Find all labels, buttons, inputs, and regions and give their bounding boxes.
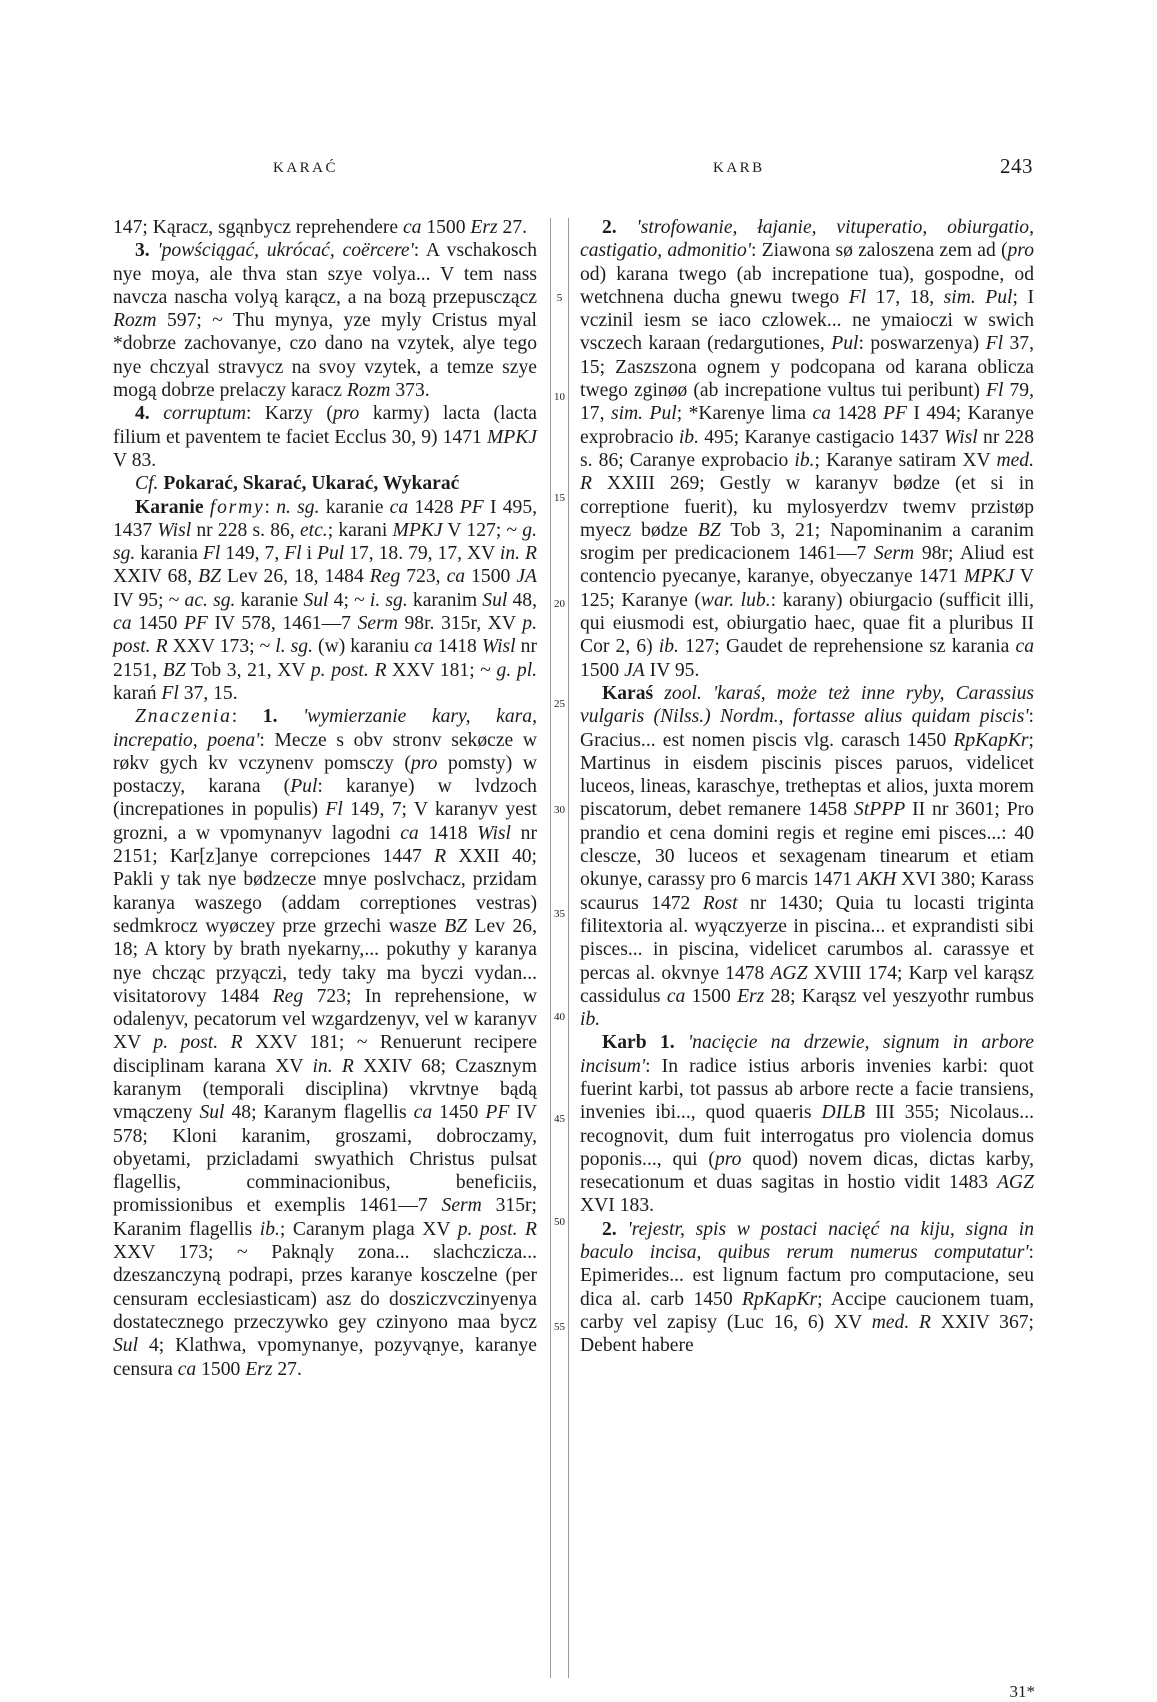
sense-2: 2. 'strofowanie, łajanie, vituperatio, obiurgatio, castigatio, admonitio': Ziawona sø zaloszena zem ad (pro od) karana twego (ab increpatione tua), gospodne, od wetchnena ducha gnewu twego Fl 17, 18, sim. Pul; I vczinil iesm se iaco czlowek... ne ymaioczi w swich vsczech karaan (redargutiones, Pul: poswarzenya) Fl 37, 15; Zaszszona ognem y podcopana od karana oblicza twego zginøø (ab increpatione vultus tui peribunt) Fl 79, 17, sim. Pul; *Karenye lima ca 1428 PF I 494; Karanye exprobracio ib. 495; Karanye castigacio 1437 Wisl nr 228 s. 86; Caranye exprobacio ib.; Karanye satiram XV med. R XXIII 269; Gestly w karanyv bødze (et si in correptione fuerit), ku mylosyerdzv twemv przistøp myecz bødze BZ Tob 3, 21; Napominanim a caranim srogim per predicacionem 1461—7 Serm 98r; Aliud est contencio pyecanye, karanye, obyeczanye 1471 MPKJ V 125; Karanye (war. lub.: karany) obiurgacio (sufficit illi, qui eiusmodi est, obiurgatio haec, quae fit a pluribus II Cor 2, 6) ib. 127; Gaudet de reprehensione sz karania ca 1500 JA IV 95. bbox=[580, 217, 1035, 681]
line-number: 5 bbox=[556, 292, 563, 304]
line-number: 55 bbox=[554, 1321, 565, 1333]
sense-4: 4. corruptum: Karzy (pro karmy) lacta (lacta filium et paventem te faciet Ecclus 30, 9) 1471 MPKJ V 83. bbox=[113, 403, 537, 471]
cross-reference: Cf. Pokarać, Skarać, Ukarać, Wykarać bbox=[135, 473, 460, 495]
column-rule-right bbox=[568, 218, 569, 1678]
left-column bbox=[113, 216, 537, 1381]
line-number-gutter bbox=[551, 216, 568, 1686]
entry-karanie-meanings: Znaczenia: 1. 'wymierzanie kary, kara, increpatio, poena': Mecze s obv stronv sekøcze w røkv gych kv vczynenv pomsczy (pro pomsty) w postaczy, karana (Pul: karanye) w lvdzoch (increpationes in populis) Fl 149, 7; V karanyv yest grozni, a w vpomynanyv lagodni ca 1418 Wisl nr 2151; Kar[z]anye correpciones 1447 R XXII 40; Pakli y tak nye bødzecze mnye poslvchacz, przidam karanya waszego (addam correptiones vestras) sedmkrocz wyøczey prze grzechi wasze BZ Lev 26, 18; A ktory by brath nyekarny,... pokuthy y karanya nye chcząc przyączi, tedy taky ma byczi vydan... visitatorovy 1484 Reg 723; In reprehensione, w odalenyv, pecatorum vel wzgardzenyv, vel w karanyv XV p. post. R XXV 181; ~ Renuerunt recipere disciplinam karana XV in. R XXIV 68; Czasznym karanym (temporali disciplina) vkrvtnye bądą vmączeny Sul 48; Karanym flagellis ca 1450 PF IV 578; Kloni karanim, groszami, dobroczamy, obyetami, przicladami swyathich Christus pulsat flagellis, comminacionibus, beneficiis, promissionibus et exemplis 1461—7 Serm 315r; Karanim flagellis ib.; Caranym plaga XV p. post. R XXV 173; ~ Paknąly zona... slachczicza... dzeszanczyną podrapi, przes karanye kosczelne (per censuram ecclesiasticam) asz do dosziczvczinyenya dostatecznego przeczywko gey czinyono maa bycz Sul 4; Klathwa, vpomynanye, pozyvąnye, karanye censura ca 1500 Erz 27. bbox=[113, 706, 538, 1380]
line-number: 30 bbox=[554, 804, 565, 816]
page-number: 243 bbox=[1000, 154, 1033, 178]
entry-karas: Karaś zool. 'karaś, może też inne ryby, Carassius vulgaris (Nilss.) Nordm., fortasse alius quidam piscis': Gracius... est nomen piscis vlg. carasch 1450 RpKapKr; Martinus in eisdem piscinis pisces paruos, videlicet luceos, lineas, karaschye, tretheptas et alios, juxta morem piscatorum, debet remanere 1458 StPPP II nr 3601; Pro prandio et cena domini regis et regine emi pisces...: 40 clescze, 30 luceos et sexagenam tinearum et etiam okunye, carassy pro 6 marcis 1471 AKH XVI 380; Karass scaurus 1472 Rost nr 1430; Quia tu locasti triginta filitextoria al. wyączyerze in piscina... et exprandisti sibi pisces... in piscina, videlicet carumbos al. carassye et percas al. okvnye 1478 AGZ XVIII 174; Karp vel karąsz cassidulus ca 1500 Erz 28; Karąsz vel yeszyothr rumbus ib. bbox=[580, 682, 1034, 1031]
entry-text: 147; Kąracz, sgąnbycz reprehendere ca 1500 Erz 27. bbox=[113, 217, 528, 238]
line-number: 45 bbox=[554, 1113, 565, 1125]
line-number: 40 bbox=[554, 1011, 565, 1023]
entry-karb-sense-1: Karb 1. 'nacięcie na drzewie, signum in arbore incisum': In radice istius arboris invenies karbi: quot fuerint karbi, tot passus ab arbore recte a facie transiens, invenies ibi..., quod quaeris DILB III 355; Nicolaus... recognovit, dum fuit interrogatus pro violencia domus poponis..., qui (pro quod) novem dicas, dictas karby, resecationum et duas sagitas in hostio vidit 1483 AGZ XVI 183. bbox=[580, 1032, 1034, 1217]
running-head-right-headword: KARB bbox=[713, 160, 765, 176]
right-column bbox=[580, 216, 1034, 1358]
running-head-left-headword: KARAĆ bbox=[273, 160, 339, 176]
running-head bbox=[113, 152, 1033, 182]
entry-karanie-forms: Karanie formy: n. sg. karanie ca 1428 PF I 495, 1437 Wisl nr 228 s. 86, etc.; karani MPKJ V 127; ~ g. sg. karania Fl 149, 7, Fl i Pul 17, 18. 79, 17, XV in. R XXIV 68, BZ Lev 26, 18, 1484 Reg 723, ca 1500 JA IV 95; ~ ac. sg. karanie Sul 4; ~ i. sg. karanim Sul 48, ca 1450 PF IV 578, 1461—7 Serm 98r. 315r, XV p. post. R XXV 173; ~ l. sg. (w) karaniu ca 1418 Wisl nr 2151, BZ Tob 3, 21, XV p. post. R XXV 181; ~ g. pl. karań Fl 37, 15. bbox=[113, 496, 538, 704]
signature-mark: 31* bbox=[1009, 1682, 1035, 1701]
line-number: 25 bbox=[554, 698, 565, 710]
line-number: 15 bbox=[554, 492, 565, 504]
line-number: 35 bbox=[554, 908, 565, 920]
line-number: 50 bbox=[554, 1216, 565, 1228]
line-number: 20 bbox=[554, 598, 565, 610]
line-number: 10 bbox=[554, 391, 565, 403]
sense-3: 3. 'powściągać, ukrócać, coërcere': A vschakosch nye moya, ale thva stan szye volya... V tem nass navcza nascha volyą karącz, a na bozą przepusczącz Rozm 597; ~ Thu mynya, yze myly Cristus myal *dobrze zachovanye, czo dano na vzytek, alye tego nye chczyal stravycz na svoy vzytek, a temze szye mogą dobrze prelaczy karacz Rozm 373. bbox=[113, 240, 537, 402]
entry-karb-sense-2: 2. 'rejestr, spis w postaci nacięć na kiju, signa in baculo incisa, quibus rerum numerus computatur': Epimerides... est lignum factum pro computacione, seu dica al. carb 1450 RpKapKr; Accipe caucionem tuam, carby vel zapisy (Luc 16, 6) XV med. R XXIV 367; Debent habere bbox=[580, 1218, 1034, 1357]
